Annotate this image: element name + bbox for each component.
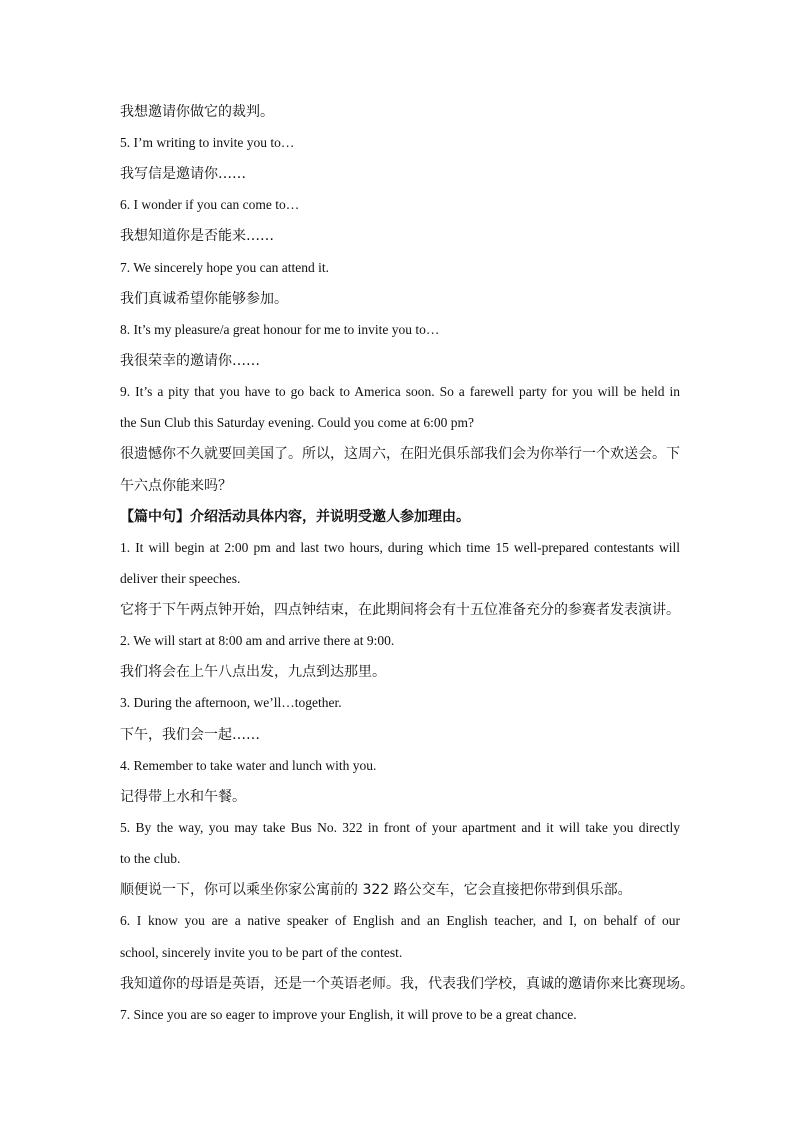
text-line-en: 9. It’s a pity that you have to go back to America soon. So a farewell party for you will be held in: [120, 384, 680, 399]
text-line-zh: 我很荣幸的邀请你……: [120, 353, 260, 369]
text-line-en: 6. I wonder if you can come to…: [120, 197, 300, 212]
text-line-en: 5. I’m writing to invite you to…: [120, 135, 295, 150]
text-line-zh: 我知道你的母语是英语，还是一个英语老师。我，代表我们学校，真诚的邀请你来比赛现场。: [120, 976, 694, 992]
text-line-en: 2. We will start at 8:00 am and arrive there at 9:00.: [120, 633, 395, 648]
text-line-en: 7. Since you are so eager to improve your English, it will prove to be a great chance.: [120, 1007, 577, 1022]
text-line-en: 6. I know you are a native speaker of English and an English teacher, and I, on behalf of our: [120, 913, 680, 928]
text-line-en: 4. Remember to take water and lunch with you.: [120, 758, 377, 773]
section-heading: 【篇中句】介绍活动具体内容，并说明受邀人参加理由。: [120, 509, 470, 525]
text-line-zh: 我想邀请你做它的裁判。: [120, 104, 274, 120]
text-line-zh: 很遗憾你不久就要回美国了。所以，这周六，在阳光俱乐部我们会为你举行一个欢送会。下: [120, 446, 680, 462]
text-line-zh: 顺便说一下，你可以乘坐你家公寓前的 322 路公交车，它会直接把你带到俱乐部。: [120, 882, 632, 898]
text-line-zh: 它将于下午两点钟开始，四点钟结束，在此期间将会有十五位准备充分的参赛者发表演讲。: [120, 602, 680, 618]
text-line-en: to the club.: [120, 851, 181, 866]
text-line-zh: 我们真诚希望你能够参加。: [120, 291, 288, 307]
text-line-en: 1. It will begin at 2:00 pm and last two hours, during which time 15 well-prepared contestants will: [120, 540, 680, 555]
text-line-en: 5. By the way, you may take Bus No. 322 in front of your apartment and it will take you directly: [120, 820, 680, 835]
text-line-zh: 我想知道你是否能来……: [120, 228, 274, 244]
text-line-zh: 我写信是邀请你……: [120, 166, 246, 182]
text-line-en: deliver their speeches.: [120, 571, 241, 586]
text-line-en: school, sincerely invite you to be part of the contest.: [120, 945, 403, 960]
text-line-zh: 记得带上水和午餐。: [120, 789, 246, 805]
text-line-en: the Sun Club this Saturday evening. Could you come at 6:00 pm?: [120, 415, 474, 430]
text-line-zh: 我们将会在上午八点出发，九点到达那里。: [120, 664, 386, 680]
text-line-en: 7. We sincerely hope you can attend it.: [120, 260, 329, 275]
text-line-zh: 下午，我们会一起……: [120, 727, 260, 743]
text-line-en: 8. It’s my pleasure/a great honour for me to invite you to…: [120, 322, 440, 337]
text-line-en: 3. During the afternoon, we’ll…together.: [120, 695, 342, 710]
text-line-zh: 午六点你能来吗？: [120, 478, 232, 494]
